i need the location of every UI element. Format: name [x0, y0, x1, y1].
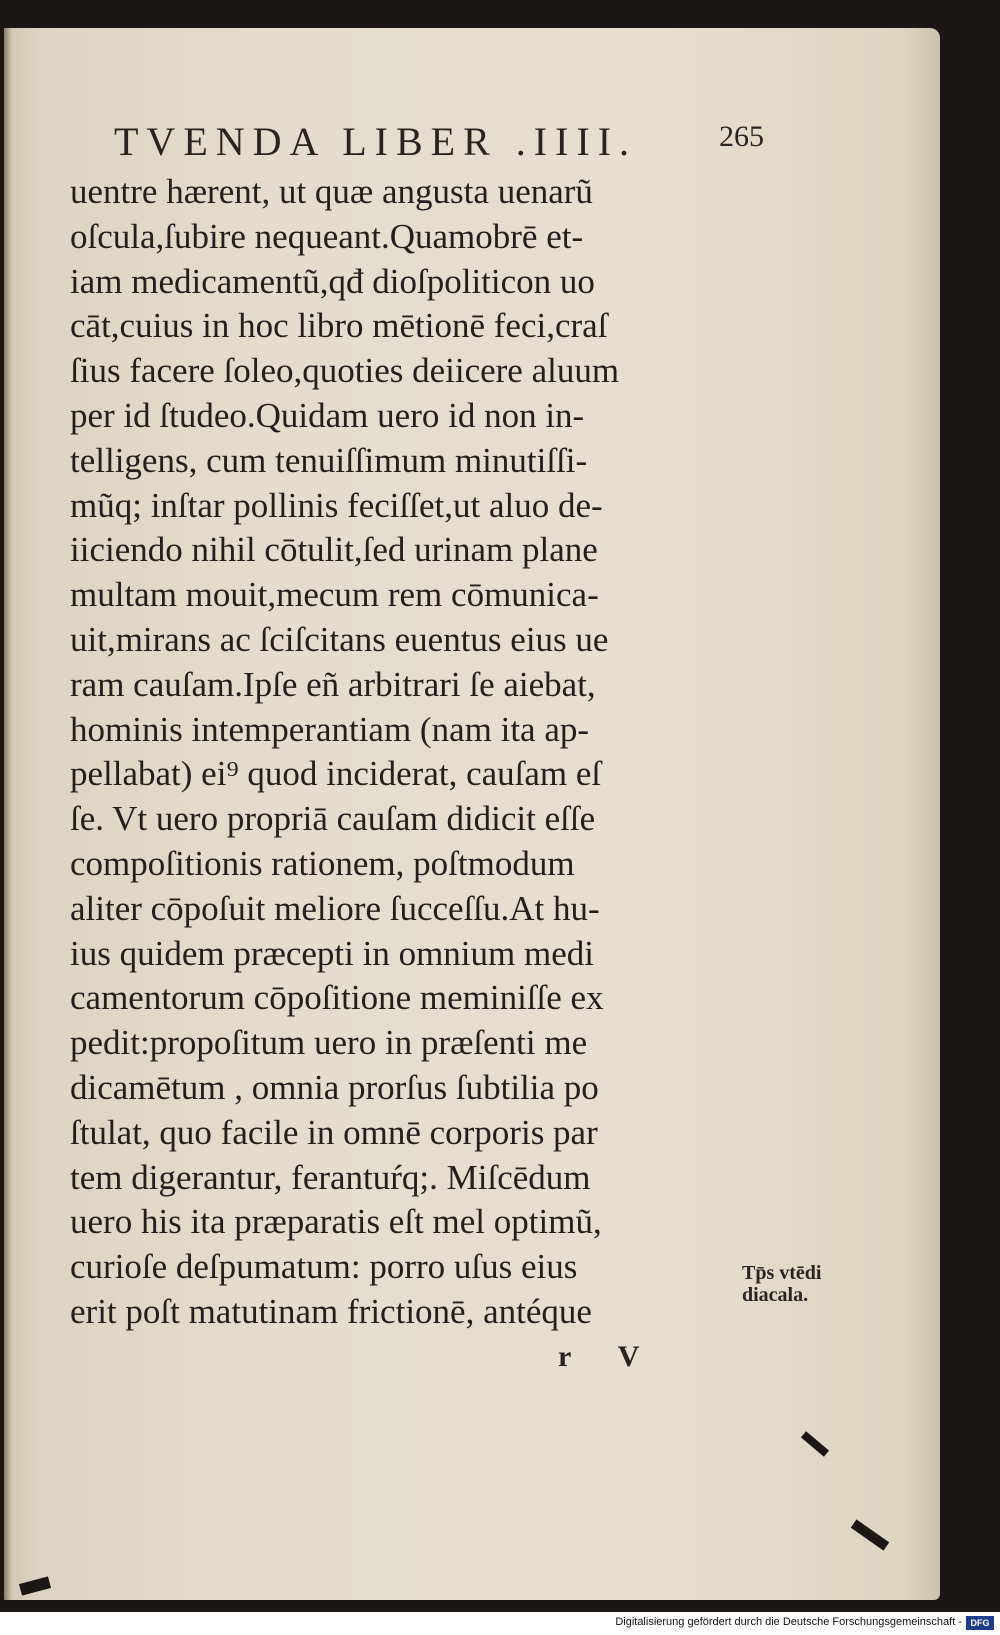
text-line: hominis intemperantiam (nam ita ap-	[70, 709, 590, 749]
marginal-note	[742, 1262, 882, 1306]
marginal-note-line: Tp̄s vtēdi	[742, 1262, 822, 1284]
text-line: ius quidem præcepti in omnium medi	[70, 933, 594, 973]
text-line: multam mouit,mecum rem cōmunica-	[70, 575, 599, 615]
text-line: aliter cōpoſuit meliore ſucceſſu.At hu-	[70, 888, 600, 928]
text-line: pedit:propoſitum uero in præſenti me	[70, 1023, 588, 1063]
marginal-note-line: diacala.	[742, 1284, 809, 1306]
text-line: erit poſt matutinam frictionē, antéque	[70, 1291, 592, 1331]
funding-credit: Digitalisierung gefördert durch die Deutsche Forschungsgemeinschaft -	[615, 1616, 962, 1628]
text-line: camentorum cōpoſitione meminiſſe ex	[70, 978, 604, 1018]
text-line: ram cauſam.Ipſe eñ arbitrari ſe aiebat,	[70, 664, 596, 704]
running-head-title: TVENDA LIBER .IIII.	[114, 119, 638, 164]
dfg-logo: DFG	[966, 1616, 994, 1630]
text-line: per id ſtudeo.Quidam uero id non in-	[70, 395, 585, 435]
text-line: uero his ita præparatis eſt mel optimũ,	[70, 1202, 602, 1242]
text-line: iiciendo nihil cōtulit,ſed urinam plane	[70, 530, 598, 570]
running-head	[114, 118, 764, 168]
text-line: uit,mirans ac ſciſcitans euentus eius ue	[70, 619, 609, 659]
text-line: oſcula,ſubire nequeant.Quamobrē et-	[70, 216, 584, 256]
text-line: cāt,cuius in hoc libro mētionē feci,craſ	[70, 306, 608, 346]
footer-bar	[0, 1612, 1000, 1635]
text-line: ſtulat, quo facile in omnē corporis par	[70, 1112, 598, 1152]
text-line: ſius facere ſoleo,quoties deiicere aluum	[70, 351, 620, 391]
text-line: pellabat) ei⁹ quod inciderat, cauſam eſ	[70, 754, 602, 794]
text-line: iam medicamentũ,qđ dioſpoliticon uo	[70, 261, 595, 301]
text-line: mũq; inſtar pollinis feciſſet,ut aluo de-	[70, 485, 603, 525]
signature-mark: r V	[558, 1340, 660, 1373]
text-line: tem digerantur, ferantuŕq;. Miſcēdum	[70, 1157, 591, 1197]
text-line: telligens, cum tenuiſſimum minutiſſi-	[70, 440, 588, 480]
page-shadow-edge	[4, 28, 12, 1600]
folio-number: 265	[719, 120, 764, 153]
text-line: curioſe deſpumatum: porro uſus eius	[70, 1247, 578, 1287]
body-text	[70, 170, 730, 1335]
text-line: dicamētum , omnia prorſus ſubtilia po	[70, 1067, 599, 1107]
text-line: uentre hærent, ut quæ angusta uenarũ	[70, 172, 593, 211]
text-line: compoſitionis rationem, poſtmodum	[70, 843, 575, 883]
text-line: ſe. Vt uero propriā cauſam didicit eſſe	[70, 799, 596, 839]
